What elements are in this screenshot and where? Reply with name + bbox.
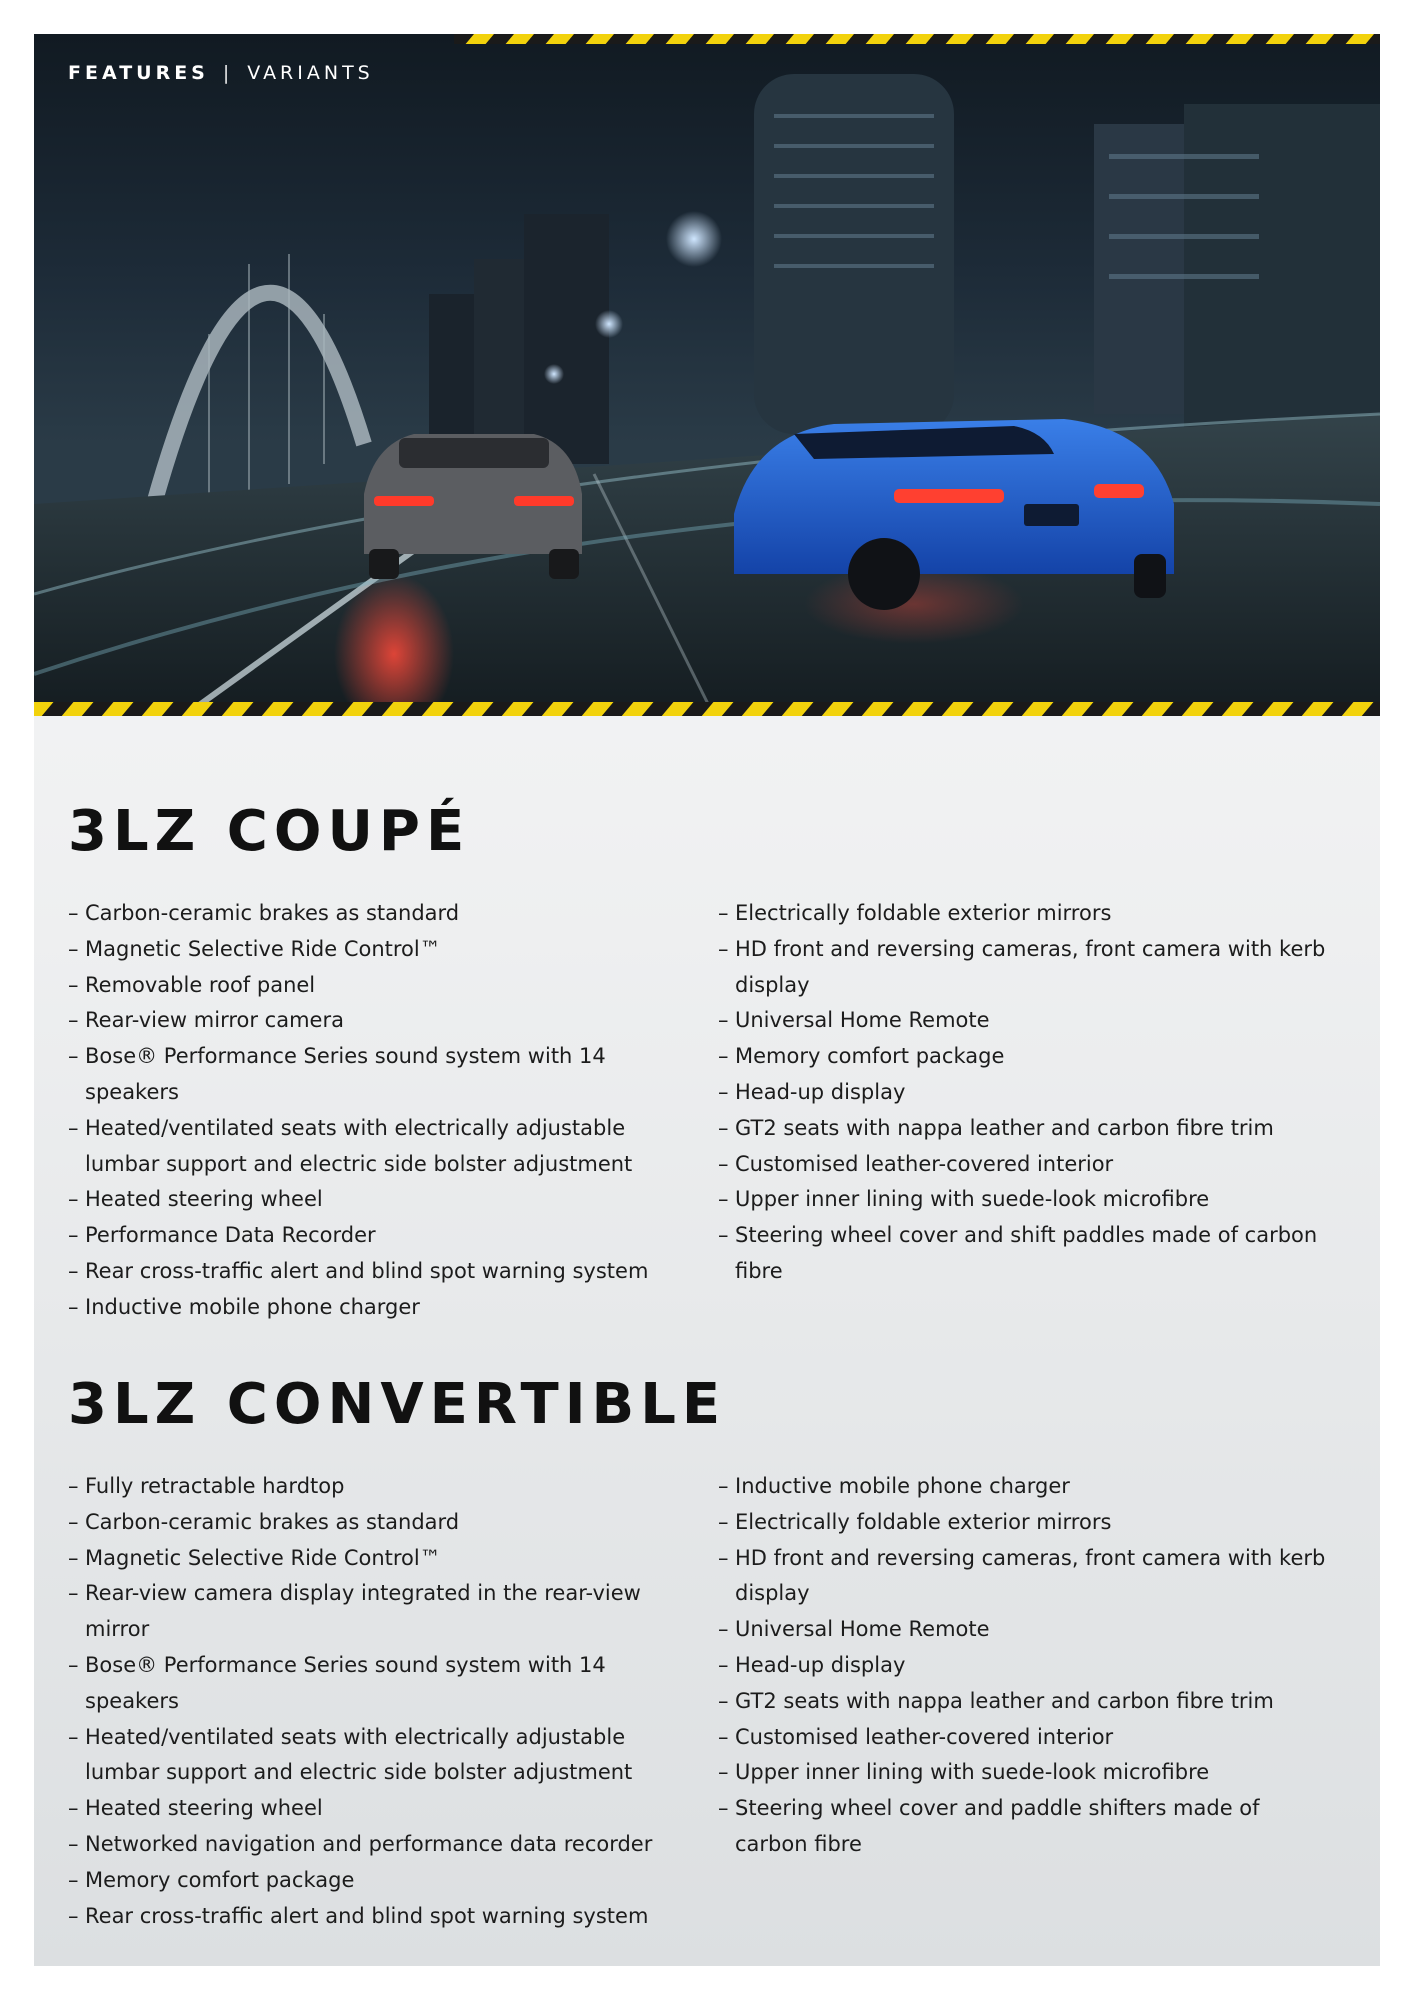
section-3lz-coupe: [68, 799, 1358, 1319]
list-item: – Carbon-ceramic brakes as standard: [68, 896, 688, 932]
section-title: 3LZ COUPÉ: [68, 799, 471, 864]
list-item: – GT2 seats with nappa leather and carbon fibre trim: [718, 1684, 1338, 1720]
list-item: – Inductive mobile phone charger: [68, 1290, 688, 1326]
section-3lz-convertible: [68, 1372, 1358, 1928]
list-item: – Electrically foldable exterior mirrors: [718, 1505, 1338, 1541]
list-item: – Electrically foldable exterior mirrors: [718, 896, 1338, 932]
list-item: – Bose® Performance Series sound system with 14 speakers: [68, 1648, 688, 1720]
list-item: – Rear cross-traffic alert and blind spot warning system: [68, 1254, 688, 1290]
list-item: – Steering wheel cover and shift paddles made of carbon fibre: [718, 1218, 1338, 1290]
list-item: – Heated steering wheel: [68, 1791, 688, 1827]
list-item: – Removable roof panel: [68, 968, 688, 1004]
brochure-page: [34, 34, 1380, 1966]
feature-list-left: [68, 1469, 688, 1934]
list-item: – Memory comfort package: [68, 1863, 688, 1899]
list-item: – Networked navigation and performance data recorder: [68, 1827, 688, 1863]
hero-image: [34, 34, 1380, 716]
list-item: – Memory comfort package: [718, 1039, 1338, 1075]
feature-list-left: [68, 896, 688, 1326]
list-item: – Heated steering wheel: [68, 1182, 688, 1218]
list-item: – Magnetic Selective Ride Control™: [68, 1541, 688, 1577]
list-item: – Heated/ventilated seats with electrically adjustable lumbar support and electric side bolster adjustment: [68, 1111, 688, 1183]
list-item: – Customised leather-covered interior: [718, 1147, 1338, 1183]
list-item: – Fully retractable hardtop: [68, 1469, 688, 1505]
list-item: – Inductive mobile phone charger: [718, 1469, 1338, 1505]
list-item: – Bose® Performance Series sound system with 14 speakers: [68, 1039, 688, 1111]
list-item: – Performance Data Recorder: [68, 1218, 688, 1254]
night-city-cars-photo-icon: [34, 34, 1380, 716]
list-item: – Steering wheel cover and paddle shifters made of carbon fibre: [718, 1791, 1338, 1863]
list-item: – Heated/ventilated seats with electrically adjustable lumbar support and electric side bolster adjustment: [68, 1720, 688, 1792]
label-separator: |: [222, 62, 234, 84]
list-item: – Upper inner lining with suede-look microfibre: [718, 1182, 1338, 1218]
features-label: FEATURES: [68, 62, 209, 84]
list-item: – HD front and reversing cameras, front camera with kerb display: [718, 932, 1338, 1004]
feature-list-right: [718, 896, 1338, 1290]
feature-list-right: [718, 1469, 1338, 1863]
list-item: – Magnetic Selective Ride Control™: [68, 932, 688, 968]
list-item: – Rear-view mirror camera: [68, 1003, 688, 1039]
list-item: – Universal Home Remote: [718, 1612, 1338, 1648]
list-item: – Head-up display: [718, 1075, 1338, 1111]
variants-label: VARIANTS: [247, 62, 374, 84]
list-item: – Universal Home Remote: [718, 1003, 1338, 1039]
list-item: – HD front and reversing cameras, front camera with kerb display: [718, 1541, 1338, 1613]
list-item: – Customised leather-covered interior: [718, 1720, 1338, 1756]
list-item: – Upper inner lining with suede-look microfibre: [718, 1755, 1338, 1791]
hero-label: [68, 62, 374, 84]
list-item: – Carbon-ceramic brakes as standard: [68, 1505, 688, 1541]
list-item: – GT2 seats with nappa leather and carbon fibre trim: [718, 1111, 1338, 1147]
list-item: – Rear cross-traffic alert and blind spot warning system: [68, 1899, 688, 1935]
list-item: – Head-up display: [718, 1648, 1338, 1684]
list-item: – Rear-view camera display integrated in the rear-view mirror: [68, 1576, 688, 1648]
section-title: 3LZ CONVERTIBLE: [68, 1372, 727, 1437]
